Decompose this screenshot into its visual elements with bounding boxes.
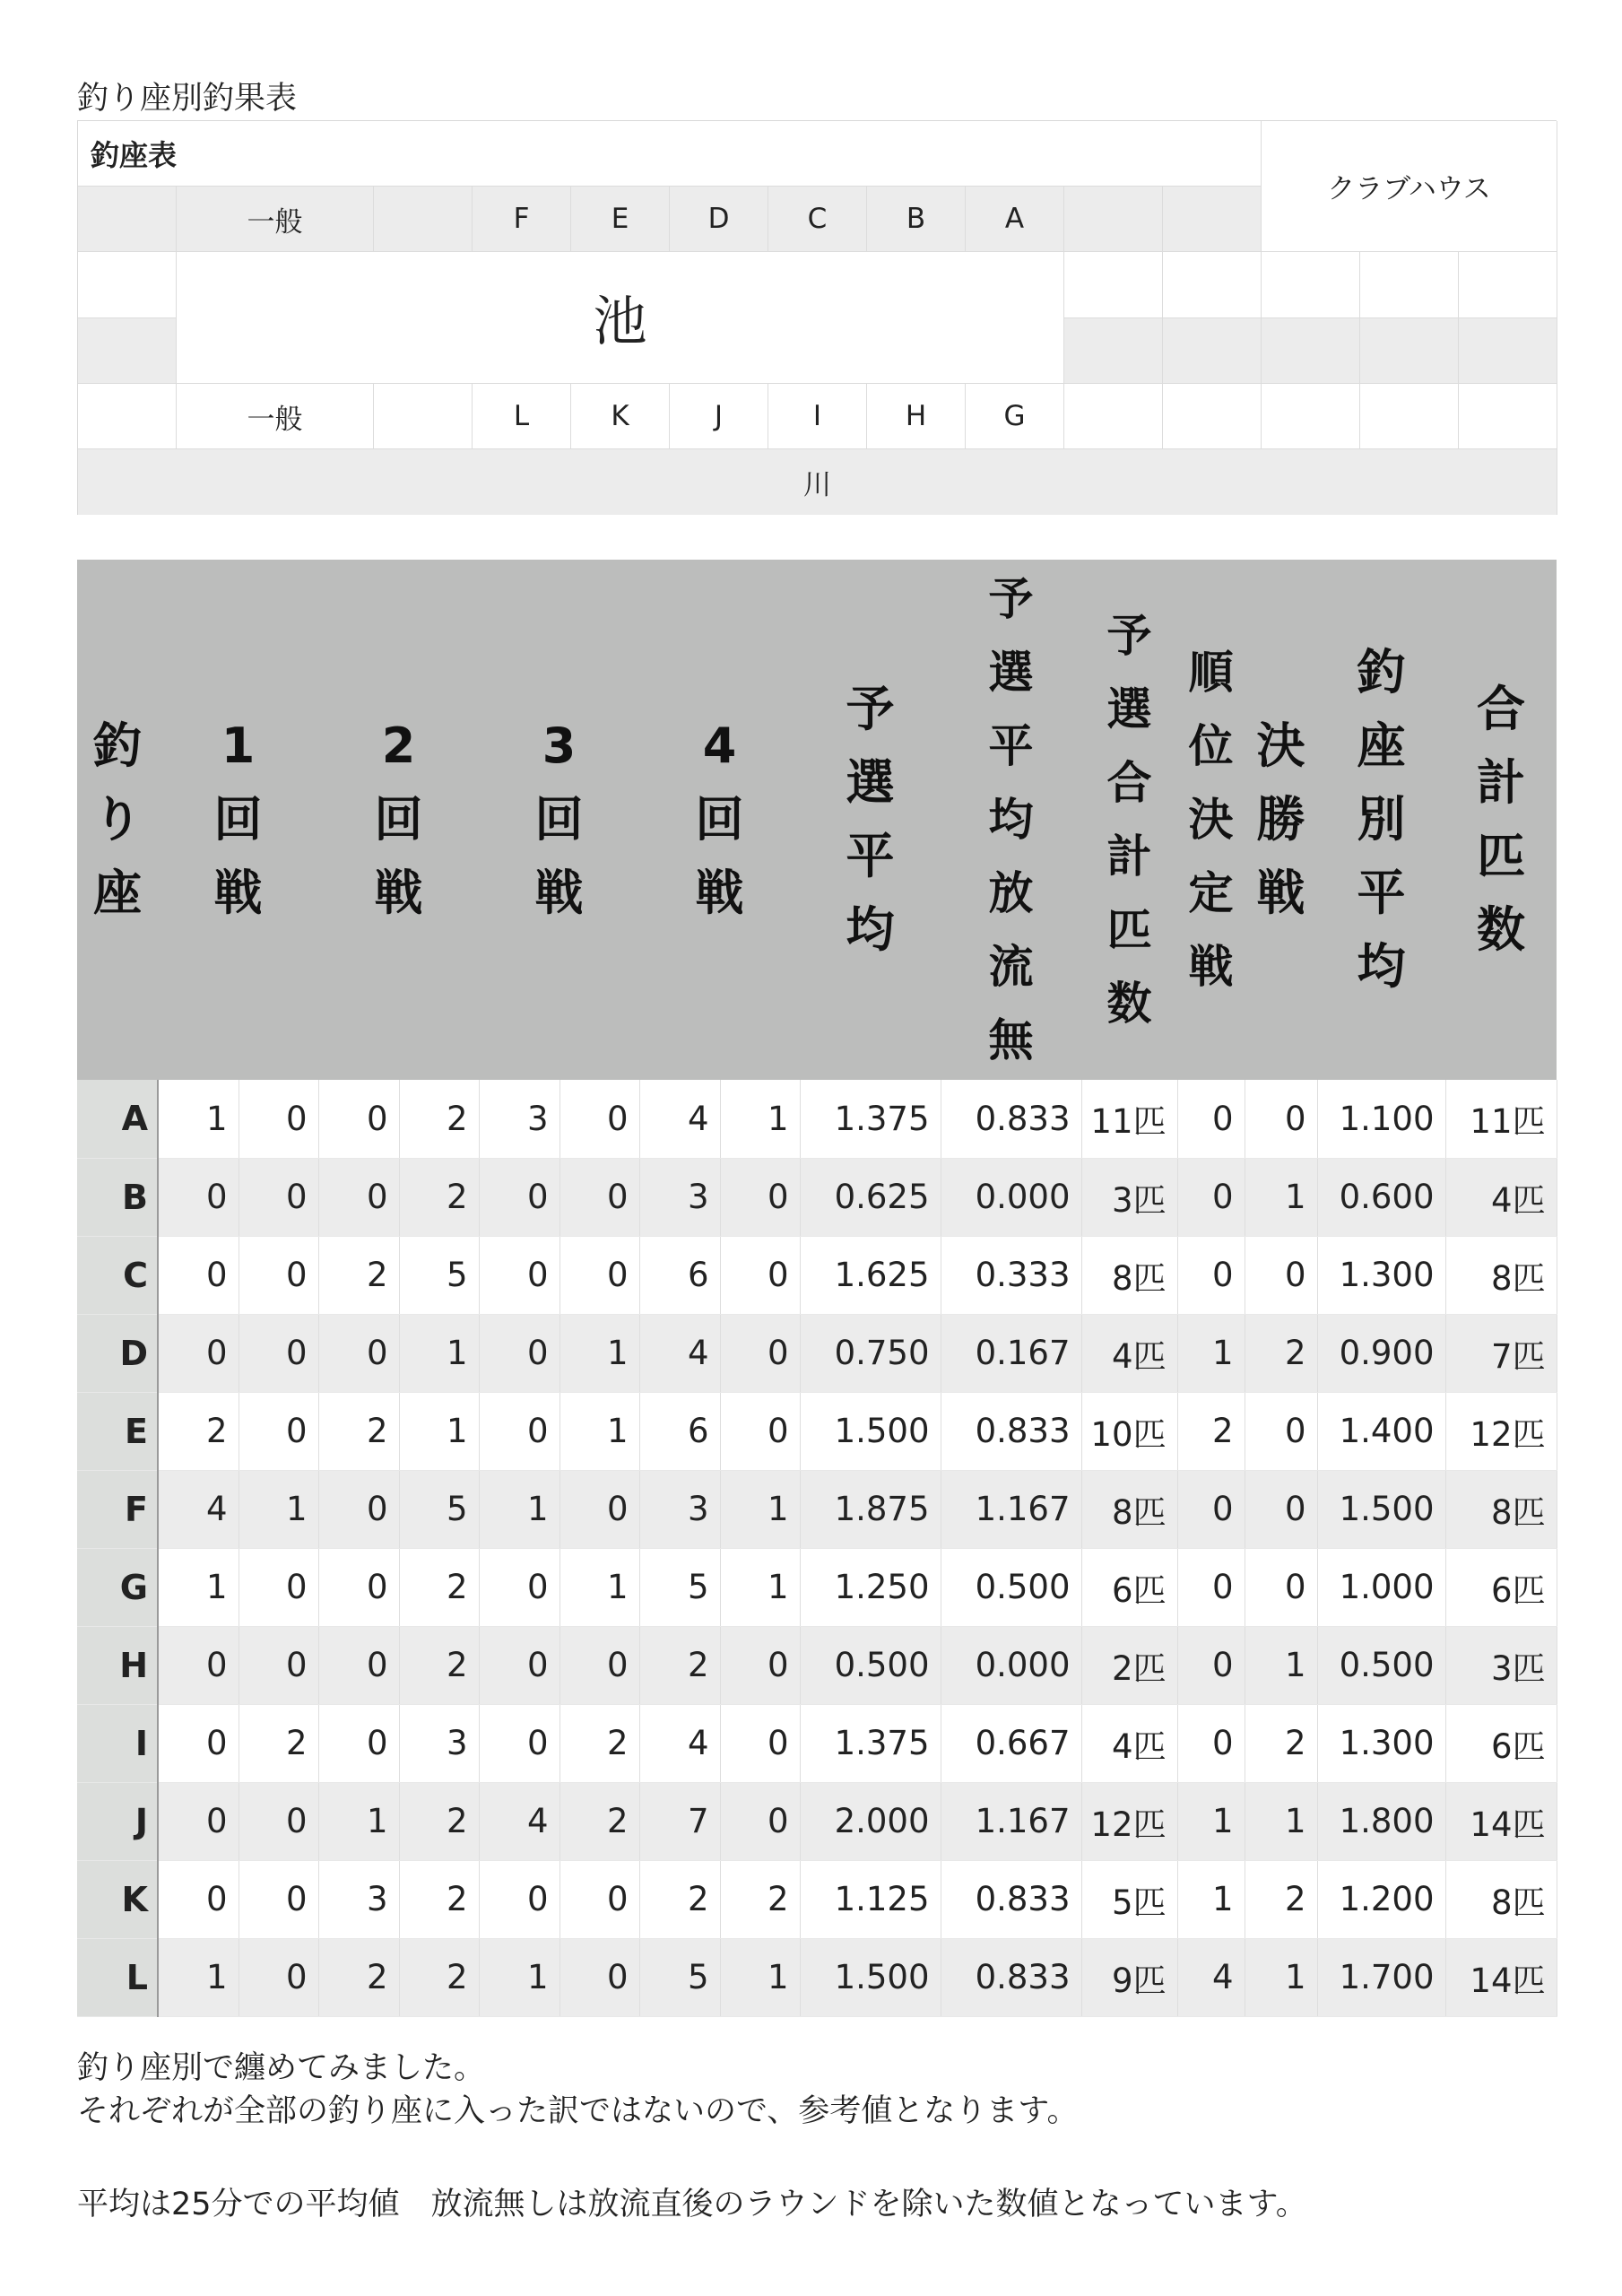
round-catch-cell: 0 xyxy=(559,1080,639,1158)
grand-total-cell: 6匹 xyxy=(1445,1704,1557,1782)
prelim-average-no-release-cell: 0.833 xyxy=(941,1860,1081,1938)
map-cell-blank xyxy=(1163,187,1262,252)
map-cell-blank xyxy=(1459,318,1557,384)
prelim-total-cell: 10匹 xyxy=(1081,1392,1177,1470)
round-catch-cell: 1 xyxy=(318,1782,399,1860)
round-catch-cell: 3 xyxy=(399,1704,479,1782)
round-catch-cell: 0 xyxy=(239,1392,318,1470)
header-round-4: 4 回 戦 xyxy=(639,560,800,1080)
seat-general-bottom: 一般 xyxy=(177,384,374,449)
ranking-match-cell: 0 xyxy=(1177,1236,1245,1314)
seat-g: G xyxy=(966,384,1064,449)
final-cell: 2 xyxy=(1245,1860,1317,1938)
round-catch-cell: 0 xyxy=(318,1158,399,1236)
header-prelim-average-no-release: 予 選 平 均 放 流 無 xyxy=(941,560,1081,1080)
round-catch-cell: 2 xyxy=(399,1548,479,1626)
round-catch-cell: 1 xyxy=(158,1080,239,1158)
prelim-total-cell: 4匹 xyxy=(1081,1704,1177,1782)
seat-map-title: 釣座表 xyxy=(78,121,1262,187)
round-catch-cell: 2 xyxy=(399,1158,479,1236)
prelim-total-cell: 12匹 xyxy=(1081,1782,1177,1860)
prelim-average-no-release-cell: 0.000 xyxy=(941,1158,1081,1236)
grand-total-cell: 12匹 xyxy=(1445,1392,1557,1470)
round-catch-cell: 0 xyxy=(479,1314,559,1392)
grand-total-cell: 14匹 xyxy=(1445,1938,1557,2016)
prelim-average-cell: 1.125 xyxy=(800,1860,941,1938)
round-catch-cell: 0 xyxy=(559,1158,639,1236)
ranking-match-cell: 4 xyxy=(1177,1938,1245,2016)
round-catch-cell: 0 xyxy=(720,1236,800,1314)
seat-label: J xyxy=(77,1782,158,1860)
round-catch-cell: 1 xyxy=(239,1470,318,1548)
table-row xyxy=(77,1314,1557,1392)
round-catch-cell: 0 xyxy=(158,1782,239,1860)
seat-average-cell: 1.400 xyxy=(1317,1392,1445,1470)
seat-f: F xyxy=(473,187,571,252)
prelim-average-no-release-cell: 0.833 xyxy=(941,1080,1081,1158)
map-cell-blank xyxy=(78,187,177,252)
final-cell: 1 xyxy=(1245,1626,1317,1704)
header-round-1: 1 回 戦 xyxy=(158,560,318,1080)
table-row xyxy=(77,1236,1557,1314)
prelim-average-cell: 1.500 xyxy=(800,1392,941,1470)
header-ranking-match: 順 位 決 定 戦 xyxy=(1177,560,1245,1080)
round-catch-cell: 1 xyxy=(720,1470,800,1548)
round-catch-cell: 2 xyxy=(399,1080,479,1158)
round-catch-cell: 0 xyxy=(158,1314,239,1392)
seat-average-cell: 1.500 xyxy=(1317,1470,1445,1548)
prelim-average-cell: 1.500 xyxy=(800,1938,941,2016)
round-catch-cell: 2 xyxy=(318,1938,399,2016)
round-catch-cell: 2 xyxy=(559,1704,639,1782)
map-cell-blank xyxy=(1163,384,1262,449)
seat-label: E xyxy=(77,1392,158,1470)
round-catch-cell: 2 xyxy=(720,1860,800,1938)
ranking-match-cell: 1 xyxy=(1177,1860,1245,1938)
prelim-average-no-release-cell: 0.833 xyxy=(941,1938,1081,2016)
round-catch-cell: 2 xyxy=(559,1782,639,1860)
round-catch-cell: 2 xyxy=(639,1626,720,1704)
grand-total-cell: 8匹 xyxy=(1445,1470,1557,1548)
grand-total-cell: 8匹 xyxy=(1445,1860,1557,1938)
final-cell: 0 xyxy=(1245,1236,1317,1314)
round-catch-cell: 3 xyxy=(479,1080,559,1158)
map-cell-blank xyxy=(374,187,473,252)
round-catch-cell: 2 xyxy=(399,1938,479,2016)
prelim-average-cell: 1.375 xyxy=(800,1080,941,1158)
round-catch-cell: 0 xyxy=(239,1782,318,1860)
round-catch-cell: 0 xyxy=(720,1158,800,1236)
ranking-match-cell: 0 xyxy=(1177,1626,1245,1704)
prelim-total-cell: 2匹 xyxy=(1081,1626,1177,1704)
round-catch-cell: 0 xyxy=(720,1704,800,1782)
ranking-match-cell: 0 xyxy=(1177,1548,1245,1626)
map-cell-blank xyxy=(1262,252,1360,318)
round-catch-cell: 4 xyxy=(639,1704,720,1782)
seat-l: L xyxy=(473,384,571,449)
round-catch-cell: 4 xyxy=(479,1782,559,1860)
round-catch-cell: 0 xyxy=(158,1626,239,1704)
round-catch-cell: 1 xyxy=(559,1314,639,1392)
round-catch-cell: 2 xyxy=(399,1860,479,1938)
seat-b: B xyxy=(867,187,966,252)
prelim-total-cell: 5匹 xyxy=(1081,1860,1177,1938)
prelim-average-no-release-cell: 0.500 xyxy=(941,1548,1081,1626)
round-catch-cell: 1 xyxy=(559,1548,639,1626)
pond-label: 池 xyxy=(177,252,1064,384)
seat-d: D xyxy=(670,187,768,252)
map-cell-blank xyxy=(1163,318,1262,384)
prelim-average-no-release-cell: 0.333 xyxy=(941,1236,1081,1314)
final-cell: 1 xyxy=(1245,1158,1317,1236)
header-grand-total: 合 計 匹 数 xyxy=(1445,560,1557,1080)
round-catch-cell: 0 xyxy=(158,1236,239,1314)
round-catch-cell: 2 xyxy=(239,1704,318,1782)
seat-average-cell: 1.100 xyxy=(1317,1080,1445,1158)
map-cell-blank xyxy=(374,384,473,449)
round-catch-cell: 2 xyxy=(399,1782,479,1860)
seat-label: D xyxy=(77,1314,158,1392)
map-cell-blank xyxy=(1459,252,1557,318)
round-catch-cell: 0 xyxy=(720,1782,800,1860)
final-cell: 0 xyxy=(1245,1470,1317,1548)
map-cell-blank xyxy=(78,384,177,449)
map-cell-blank xyxy=(1064,187,1163,252)
ranking-match-cell: 0 xyxy=(1177,1080,1245,1158)
seat-average-cell: 1.200 xyxy=(1317,1860,1445,1938)
seat-i: I xyxy=(768,384,867,449)
round-catch-cell: 0 xyxy=(239,1860,318,1938)
round-catch-cell: 5 xyxy=(399,1236,479,1314)
page-title: 釣り座別釣果表 xyxy=(77,81,298,117)
round-catch-cell: 0 xyxy=(479,1860,559,1938)
table-row xyxy=(77,1392,1557,1470)
header-round-2: 2 回 戦 xyxy=(318,560,479,1080)
prelim-average-no-release-cell: 1.167 xyxy=(941,1470,1081,1548)
prelim-average-cell: 1.875 xyxy=(800,1470,941,1548)
prelim-total-cell: 8匹 xyxy=(1081,1236,1177,1314)
prelim-total-cell: 9匹 xyxy=(1081,1938,1177,2016)
round-catch-cell: 6 xyxy=(639,1392,720,1470)
seat-j: J xyxy=(670,384,768,449)
prelim-average-no-release-cell: 0.667 xyxy=(941,1704,1081,1782)
header-row xyxy=(77,560,1557,1080)
grand-total-cell: 3匹 xyxy=(1445,1626,1557,1704)
table-row xyxy=(77,1938,1557,2016)
prelim-average-cell: 0.625 xyxy=(800,1158,941,1236)
round-catch-cell: 0 xyxy=(239,1236,318,1314)
prelim-average-cell: 0.500 xyxy=(800,1626,941,1704)
prelim-average-no-release-cell: 1.167 xyxy=(941,1782,1081,1860)
final-cell: 0 xyxy=(1245,1392,1317,1470)
header-final: 決 勝 戦 xyxy=(1245,560,1317,1080)
prelim-average-cell: 1.250 xyxy=(800,1548,941,1626)
final-cell: 2 xyxy=(1245,1314,1317,1392)
map-cell-blank xyxy=(78,318,177,384)
notes xyxy=(77,2047,1307,2226)
round-catch-cell: 1 xyxy=(559,1392,639,1470)
map-cell-blank xyxy=(78,252,177,318)
round-catch-cell: 0 xyxy=(720,1626,800,1704)
prelim-average-cell: 2.000 xyxy=(800,1782,941,1860)
map-cell-blank xyxy=(1262,384,1360,449)
round-catch-cell: 0 xyxy=(559,1860,639,1938)
prelim-total-cell: 4匹 xyxy=(1081,1314,1177,1392)
table-row xyxy=(77,1548,1557,1626)
round-catch-cell: 1 xyxy=(479,1938,559,2016)
map-cell-blank xyxy=(1163,252,1262,318)
round-catch-cell: 1 xyxy=(720,1938,800,2016)
final-cell: 2 xyxy=(1245,1704,1317,1782)
round-catch-cell: 0 xyxy=(318,1548,399,1626)
table-row xyxy=(77,1470,1557,1548)
seat-label: K xyxy=(77,1860,158,1938)
seat-k: K xyxy=(571,384,670,449)
header-seat-average: 釣 座 別 平 均 xyxy=(1317,560,1445,1080)
map-cell-blank xyxy=(1064,252,1163,318)
table-row xyxy=(77,1158,1557,1236)
round-catch-cell: 0 xyxy=(239,1548,318,1626)
prelim-total-cell: 6匹 xyxy=(1081,1548,1177,1626)
final-cell: 1 xyxy=(1245,1938,1317,2016)
prelim-average-cell: 1.625 xyxy=(800,1236,941,1314)
map-cell-blank xyxy=(1360,318,1459,384)
grand-total-cell: 7匹 xyxy=(1445,1314,1557,1392)
round-catch-cell: 7 xyxy=(639,1782,720,1860)
results-table xyxy=(77,560,1557,2017)
seat-average-cell: 1.300 xyxy=(1317,1236,1445,1314)
round-catch-cell: 0 xyxy=(239,1158,318,1236)
round-catch-cell: 1 xyxy=(158,1938,239,2016)
prelim-average-no-release-cell: 0.833 xyxy=(941,1392,1081,1470)
round-catch-cell: 2 xyxy=(399,1626,479,1704)
round-catch-cell: 1 xyxy=(399,1314,479,1392)
round-catch-cell: 1 xyxy=(399,1392,479,1470)
round-catch-cell: 3 xyxy=(318,1860,399,1938)
seat-label: A xyxy=(77,1080,158,1158)
prelim-average-no-release-cell: 0.000 xyxy=(941,1626,1081,1704)
map-cell-blank xyxy=(1459,384,1557,449)
round-catch-cell: 0 xyxy=(559,1236,639,1314)
round-catch-cell: 0 xyxy=(239,1314,318,1392)
seat-average-cell: 1.700 xyxy=(1317,1938,1445,2016)
grand-total-cell: 14匹 xyxy=(1445,1782,1557,1860)
round-catch-cell: 0 xyxy=(158,1860,239,1938)
ranking-match-cell: 2 xyxy=(1177,1392,1245,1470)
map-cell-blank xyxy=(1064,318,1163,384)
map-cell-blank xyxy=(1064,384,1163,449)
table-row xyxy=(77,1782,1557,1860)
round-catch-cell: 0 xyxy=(318,1626,399,1704)
seat-average-cell: 0.900 xyxy=(1317,1314,1445,1392)
round-catch-cell: 1 xyxy=(720,1548,800,1626)
round-catch-cell: 0 xyxy=(479,1548,559,1626)
seat-a: A xyxy=(966,187,1064,252)
prelim-total-cell: 11匹 xyxy=(1081,1080,1177,1158)
table-row xyxy=(77,1860,1557,1938)
round-catch-cell: 0 xyxy=(720,1314,800,1392)
grand-total-cell: 4匹 xyxy=(1445,1158,1557,1236)
ranking-match-cell: 0 xyxy=(1177,1158,1245,1236)
header-prelim-average: 予 選 平 均 xyxy=(800,560,941,1080)
prelim-average-cell: 1.375 xyxy=(800,1704,941,1782)
seat-average-cell: 1.000 xyxy=(1317,1548,1445,1626)
round-catch-cell: 0 xyxy=(559,1938,639,2016)
note-line: 釣り座別で纏めてみました。 xyxy=(77,2050,486,2086)
round-catch-cell: 0 xyxy=(318,1314,399,1392)
table-row xyxy=(77,1080,1557,1158)
round-catch-cell: 2 xyxy=(318,1392,399,1470)
seat-average-cell: 1.300 xyxy=(1317,1704,1445,1782)
round-catch-cell: 0 xyxy=(479,1158,559,1236)
round-catch-cell: 0 xyxy=(239,1938,318,2016)
ranking-match-cell: 0 xyxy=(1177,1704,1245,1782)
round-catch-cell: 0 xyxy=(559,1626,639,1704)
header-round-3: 3 回 戦 xyxy=(479,560,639,1080)
round-catch-cell: 4 xyxy=(639,1314,720,1392)
seat-average-cell: 0.600 xyxy=(1317,1158,1445,1236)
round-catch-cell: 0 xyxy=(720,1392,800,1470)
seat-c: C xyxy=(768,187,867,252)
note-line: 平均は25分での平均値 放流無しは放流直後のラウンドを除いた数値となっています。 xyxy=(77,2187,1307,2222)
round-catch-cell: 1 xyxy=(720,1080,800,1158)
seat-label: F xyxy=(77,1470,158,1548)
round-catch-cell: 2 xyxy=(639,1860,720,1938)
seat-map xyxy=(77,120,1557,515)
ranking-match-cell: 1 xyxy=(1177,1314,1245,1392)
round-catch-cell: 0 xyxy=(479,1626,559,1704)
round-catch-cell: 0 xyxy=(318,1704,399,1782)
seat-label: H xyxy=(77,1626,158,1704)
final-cell: 0 xyxy=(1245,1548,1317,1626)
prelim-total-cell: 3匹 xyxy=(1081,1158,1177,1236)
seat-label: G xyxy=(77,1548,158,1626)
round-catch-cell: 5 xyxy=(639,1938,720,2016)
round-catch-cell: 0 xyxy=(318,1080,399,1158)
header-seat: 釣 り 座 xyxy=(77,560,158,1080)
seat-label: B xyxy=(77,1158,158,1236)
grand-total-cell: 11匹 xyxy=(1445,1080,1557,1158)
seat-average-cell: 1.800 xyxy=(1317,1782,1445,1860)
round-catch-cell: 0 xyxy=(158,1704,239,1782)
round-catch-cell: 0 xyxy=(239,1080,318,1158)
round-catch-cell: 5 xyxy=(399,1470,479,1548)
round-catch-cell: 0 xyxy=(479,1236,559,1314)
final-cell: 1 xyxy=(1245,1782,1317,1860)
round-catch-cell: 1 xyxy=(479,1470,559,1548)
round-catch-cell: 1 xyxy=(158,1548,239,1626)
ranking-match-cell: 0 xyxy=(1177,1470,1245,1548)
seat-h: H xyxy=(867,384,966,449)
prelim-average-cell: 0.750 xyxy=(800,1314,941,1392)
round-catch-cell: 0 xyxy=(559,1470,639,1548)
grand-total-cell: 6匹 xyxy=(1445,1548,1557,1626)
final-cell: 0 xyxy=(1245,1080,1317,1158)
seat-label: I xyxy=(77,1704,158,1782)
map-cell-blank xyxy=(1360,252,1459,318)
header-prelim-total: 予 選 合 計 匹 数 xyxy=(1081,560,1177,1080)
map-cell-blank xyxy=(1262,318,1360,384)
round-catch-cell: 3 xyxy=(639,1470,720,1548)
round-catch-cell: 6 xyxy=(639,1236,720,1314)
round-catch-cell: 5 xyxy=(639,1548,720,1626)
seat-general-top: 一般 xyxy=(177,187,374,252)
round-catch-cell: 2 xyxy=(158,1392,239,1470)
prelim-average-no-release-cell: 0.167 xyxy=(941,1314,1081,1392)
note-line: それぞれが全部の釣り座に入った訳ではないので、参考値となります。 xyxy=(77,2093,1079,2129)
seat-e: E xyxy=(571,187,670,252)
seat-label: C xyxy=(77,1236,158,1314)
table-row xyxy=(77,1704,1557,1782)
grand-total-cell: 8匹 xyxy=(1445,1236,1557,1314)
round-catch-cell: 0 xyxy=(318,1470,399,1548)
seat-label: L xyxy=(77,1938,158,2016)
round-catch-cell: 0 xyxy=(479,1704,559,1782)
prelim-total-cell: 8匹 xyxy=(1081,1470,1177,1548)
map-cell-blank xyxy=(1360,384,1459,449)
round-catch-cell: 0 xyxy=(479,1392,559,1470)
river-label: 川 xyxy=(78,449,1557,515)
ranking-match-cell: 1 xyxy=(1177,1782,1245,1860)
round-catch-cell: 0 xyxy=(158,1158,239,1236)
table-row xyxy=(77,1626,1557,1704)
round-catch-cell: 0 xyxy=(239,1626,318,1704)
round-catch-cell: 3 xyxy=(639,1158,720,1236)
clubhouse-label: クラブハウス xyxy=(1262,121,1557,252)
seat-average-cell: 0.500 xyxy=(1317,1626,1445,1704)
round-catch-cell: 4 xyxy=(158,1470,239,1548)
round-catch-cell: 2 xyxy=(318,1236,399,1314)
round-catch-cell: 4 xyxy=(639,1080,720,1158)
